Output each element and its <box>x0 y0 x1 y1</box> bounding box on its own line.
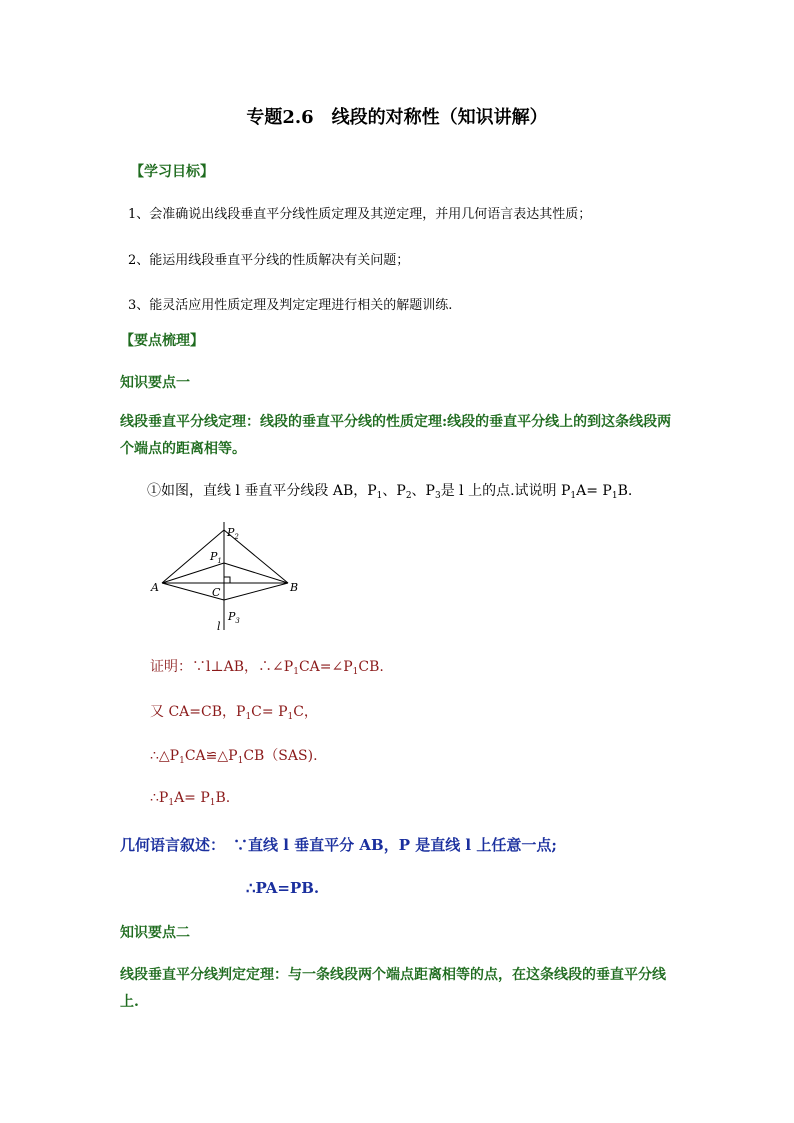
geo-label: 几何语言叙述： <box>120 836 226 854</box>
kp1-theorem-line1: 线段垂直平分线定理：线段的垂直平分线的性质定理:线段的垂直平分线上的到这条线段两 <box>120 414 672 430</box>
label-l: l <box>217 620 221 633</box>
proof-line-3: $\therefore\triangle P_1CA≌\triangle P_1CB(SAS)$. <box>150 748 318 766</box>
kp2-theorem: 线段垂直平分线判定定理：与一条线段两个端点距离相等的点，在这条线段的垂直平分线上. <box>120 967 666 1010</box>
page-title: 专题2.6 线段的对称性（知识讲解） <box>246 107 548 128</box>
proof-line-2: 又 CA=CB，$P_1C= P_1C$， <box>150 704 318 722</box>
goal-item-3: 3、能灵活应用性质定理及判定定理进行相关的解题训练. <box>128 298 453 313</box>
label-A: A <box>151 581 159 594</box>
label-P3: $P_3$ <box>228 610 240 625</box>
right-angle-mark <box>224 577 230 583</box>
kp1-heading: 知识要点一 <box>120 375 190 391</box>
label-B: B <box>290 581 299 594</box>
segment-AP1 <box>162 563 224 583</box>
segment-P3B <box>224 583 288 600</box>
goal-item-1: 1、会准确说出线段垂直平分线性质定理及其逆定理，并用几何语言表达其性质； <box>128 207 592 222</box>
label-P1: $P_1$ <box>210 550 222 565</box>
kp1-theorem-line2: 个端点的距离相等。 <box>120 441 246 457</box>
points-heading: 【要点梳理】 <box>120 333 204 349</box>
segment-P1B <box>224 563 288 583</box>
kp1-example: ①如图，直线 l 垂直平分线段 AB，$P_1$、$P_2$、$P_3$是 l 上的点.试说明 $P_1A= P_1B$. <box>147 483 633 501</box>
kp2-heading: 知识要点二 <box>120 925 190 941</box>
label-P2: $P_2$ <box>227 526 239 541</box>
goal-item-2: 2、能运用线段垂直平分线的性质解决有关问题； <box>128 253 410 268</box>
label-C: C <box>212 586 221 599</box>
geo-statement-line2: ∴PA=PB. <box>246 879 320 897</box>
proof-line-4: $\therefore P_1A= P_1B$. <box>150 790 231 808</box>
geometry-figure <box>148 520 308 635</box>
goals-heading: 【学习目标】 <box>130 164 214 180</box>
proof-line-1: 证明：∵l⊥AB，$\therefore\angle P_1CA=\angle P_1CB$. <box>150 659 384 677</box>
geo-statement-line1: 几何语言叙述： ∵直线 l 垂直平分 AB，P 是直线 l 上任意一点; <box>120 836 557 854</box>
